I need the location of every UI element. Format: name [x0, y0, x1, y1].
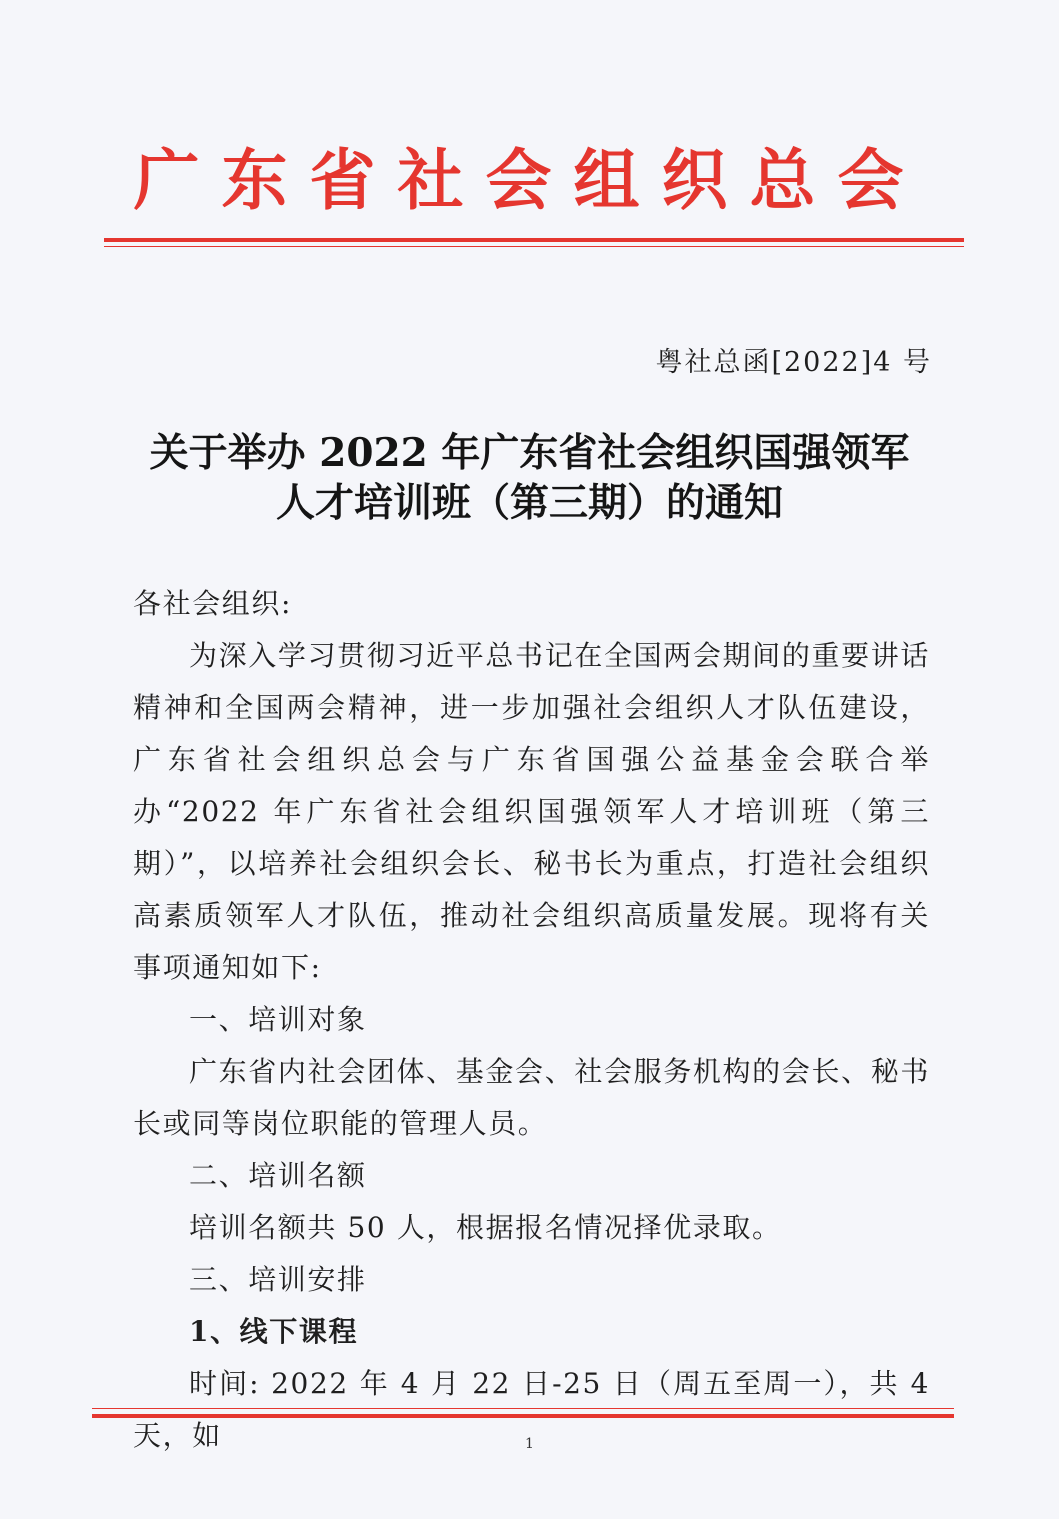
- section-heading-2: 二、培训名额: [189, 1159, 367, 1192]
- document-body: [133, 578, 930, 1462]
- intro-paragraph: 为深入学习贯彻习近平总书记在全国两会期间的重要讲话精神和全国两会精神，进一步加强社会组织人才队伍建设，广东省社会组织总会与广东省国强公益基金会联合举办“2022 年广东省社会组织国强领军人才培训班（第三期）”，以培养社会组织会长、秘书长为重点，打造社会组织高素质领军人才队伍，推动社会组织高质量发展。现将有关事项通知如下:: [133, 639, 930, 984]
- page-number: 1: [525, 1436, 534, 1452]
- document-title: [0, 428, 1059, 528]
- section-heading-1: 一、培训对象: [189, 1003, 367, 1036]
- subsection-text-1: 时间: 2022 年 4 月 22 日-25 日（周五至周一），共 4 天，如: [133, 1367, 930, 1452]
- title-line-2: 人才培训班（第三期）的通知: [275, 480, 783, 526]
- footer-rule-thick: [92, 1414, 954, 1418]
- organization-header: 广东省社会组织总会: [133, 141, 926, 219]
- header-rule-thick: [104, 238, 964, 242]
- subsection-heading-1: 1、线下课程: [189, 1315, 359, 1348]
- document-number: 粤社总函[2022]4 号: [655, 347, 932, 378]
- salutation: 各社会组织:: [133, 587, 293, 620]
- section-text-2: 培训名额共 50 人，根据报名情况择优录取。: [189, 1211, 782, 1244]
- title-line-1: 关于举办 2022 年广东省社会组织国强领军: [149, 430, 910, 476]
- footer-rule-thin: [92, 1408, 954, 1409]
- section-heading-3: 三、培训安排: [189, 1263, 367, 1296]
- section-text-1: 广东省内社会团体、基金会、社会服务机构的会长、秘书长或同等岗位职能的管理人员。: [133, 1055, 930, 1140]
- header-rule-thin: [104, 246, 964, 247]
